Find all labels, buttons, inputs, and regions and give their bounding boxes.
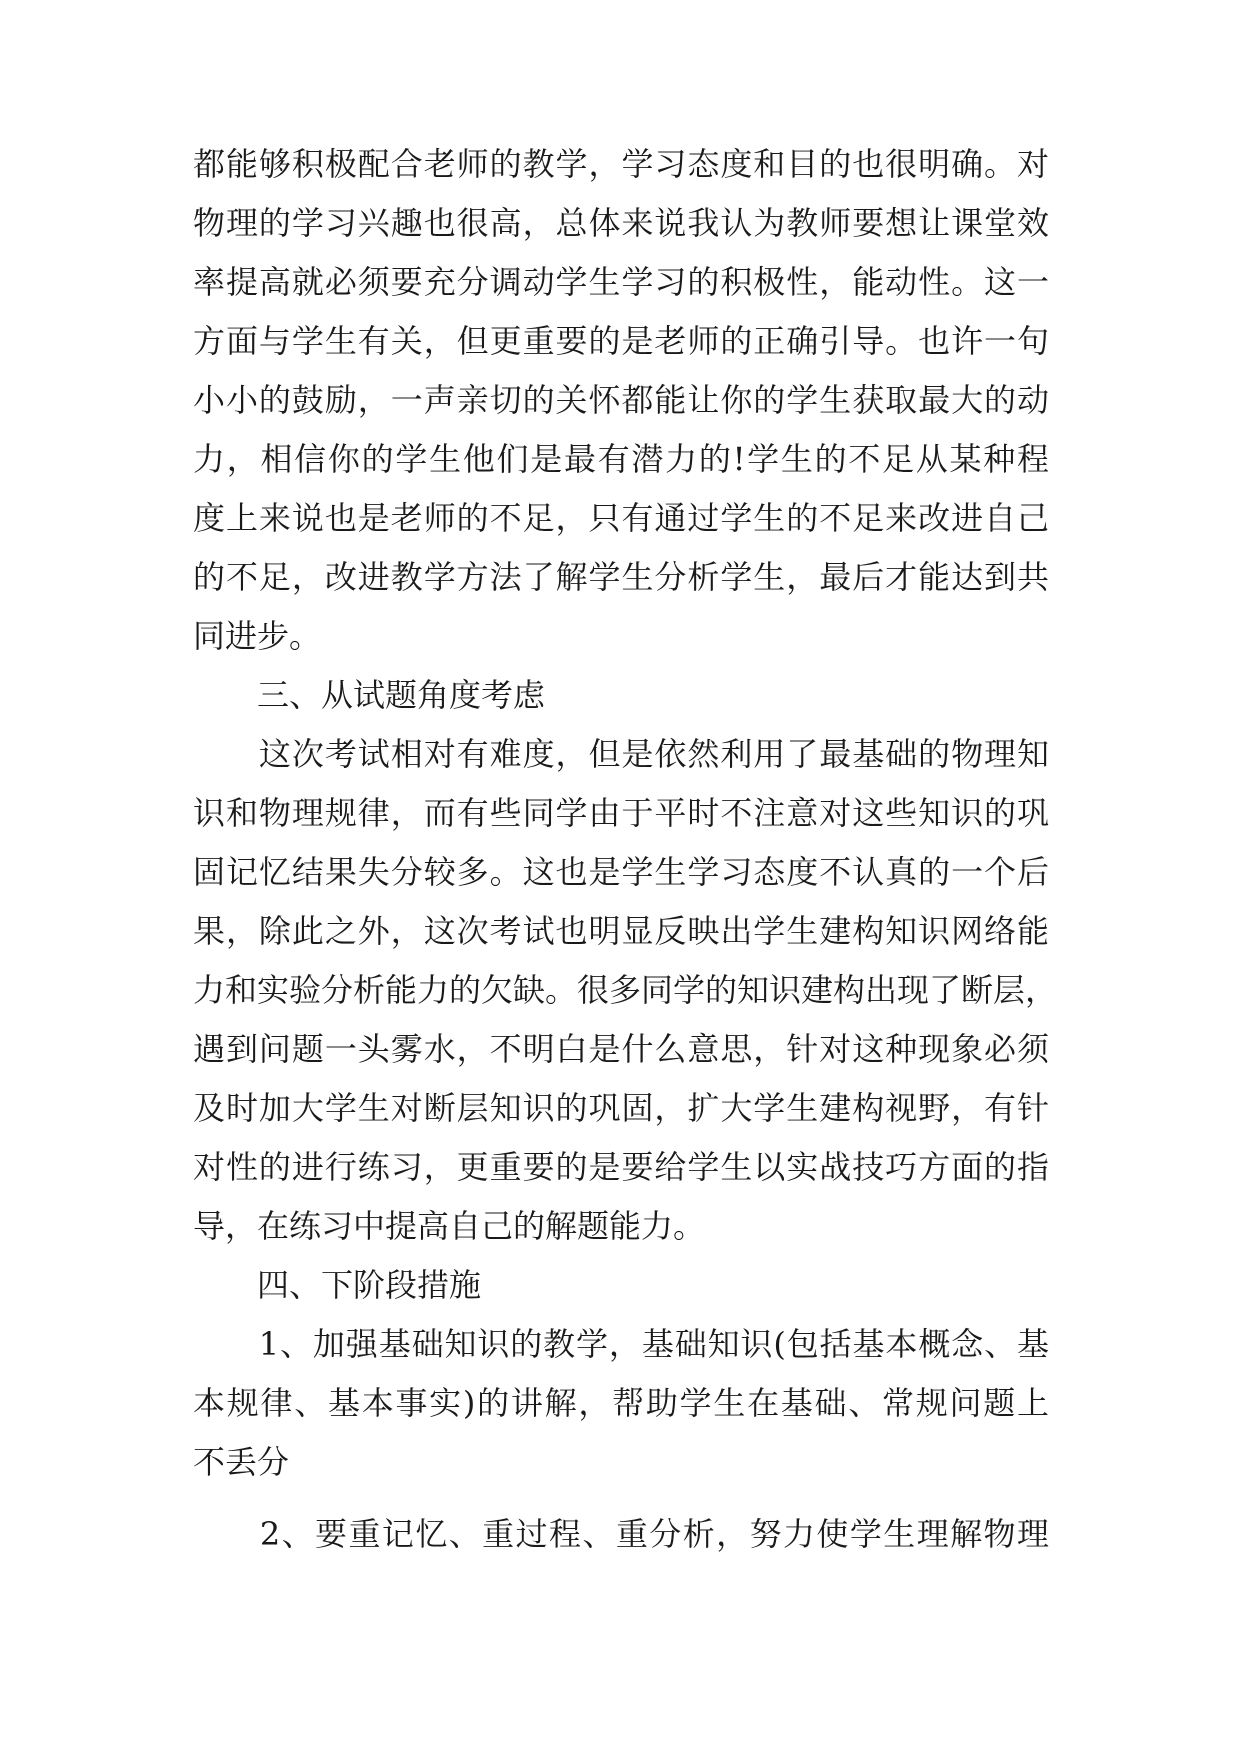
section-heading: 四、下阶段措施 bbox=[193, 1266, 482, 1304]
section-heading: 三、从试题角度考虑 bbox=[193, 676, 546, 714]
body-line: 力和实验分析能力的欠缺。很多同学的知识建构出现了断层， bbox=[193, 971, 1058, 1009]
body-line: 的不足，改进教学方法了解学生分析学生，最后才能达到共 bbox=[193, 558, 1049, 596]
list-item-line: 1、加强基础知识的教学，基础知识(包括基本概念、基 bbox=[193, 1325, 1049, 1363]
list-item-line: 本规律、基本事实)的讲解，帮助学生在基础、常规问题上 bbox=[193, 1384, 1049, 1422]
body-line: 对性的进行练习，更重要的是要给学生以实战技巧方面的指 bbox=[193, 1148, 1049, 1186]
body-line: 这次考试相对有难度，但是依然利用了最基础的物理知 bbox=[193, 735, 1049, 773]
body-line: 及时加大学生对断层知识的巩固，扩大学生建构视野，有针 bbox=[193, 1089, 1049, 1127]
body-line: 导，在练习中提高自己的解题能力。 bbox=[193, 1207, 706, 1245]
body-line: 果，除此之外，这次考试也明显反映出学生建构知识网络能 bbox=[193, 912, 1049, 950]
body-line: 遇到问题一头雾水，不明白是什么意思，针对这种现象必须 bbox=[193, 1030, 1049, 1068]
body-line: 物理的学习兴趣也很高，总体来说我认为教师要想让课堂效 bbox=[193, 204, 1049, 242]
body-line: 同进步。 bbox=[193, 617, 322, 655]
body-line: 固记忆结果失分较多。这也是学生学习态度不认真的一个后 bbox=[193, 853, 1049, 891]
body-line: 度上来说也是老师的不足，只有通过学生的不足来改进自己 bbox=[193, 499, 1049, 537]
body-line: 小小的鼓励，一声亲切的关怀都能让你的学生获取最大的动 bbox=[193, 381, 1049, 419]
body-line: 力，相信你的学生他们是最有潜力的!学生的不足从某种程 bbox=[193, 440, 1049, 478]
list-item-line: 不丢分 bbox=[193, 1443, 290, 1481]
body-line: 都能够积极配合老师的教学，学习态度和目的也很明确。对 bbox=[193, 145, 1049, 183]
body-line: 识和物理规律，而有些同学由于平时不注意对这些知识的巩 bbox=[193, 794, 1049, 832]
body-line: 方面与学生有关，但更重要的是老师的正确引导。也许一句 bbox=[193, 322, 1049, 360]
body-line: 率提高就必须要充分调动学生学习的积极性，能动性。这一 bbox=[193, 263, 1049, 301]
list-item-line: 2、要重记忆、重过程、重分析，努力使学生理解物理 bbox=[193, 1515, 1049, 1553]
